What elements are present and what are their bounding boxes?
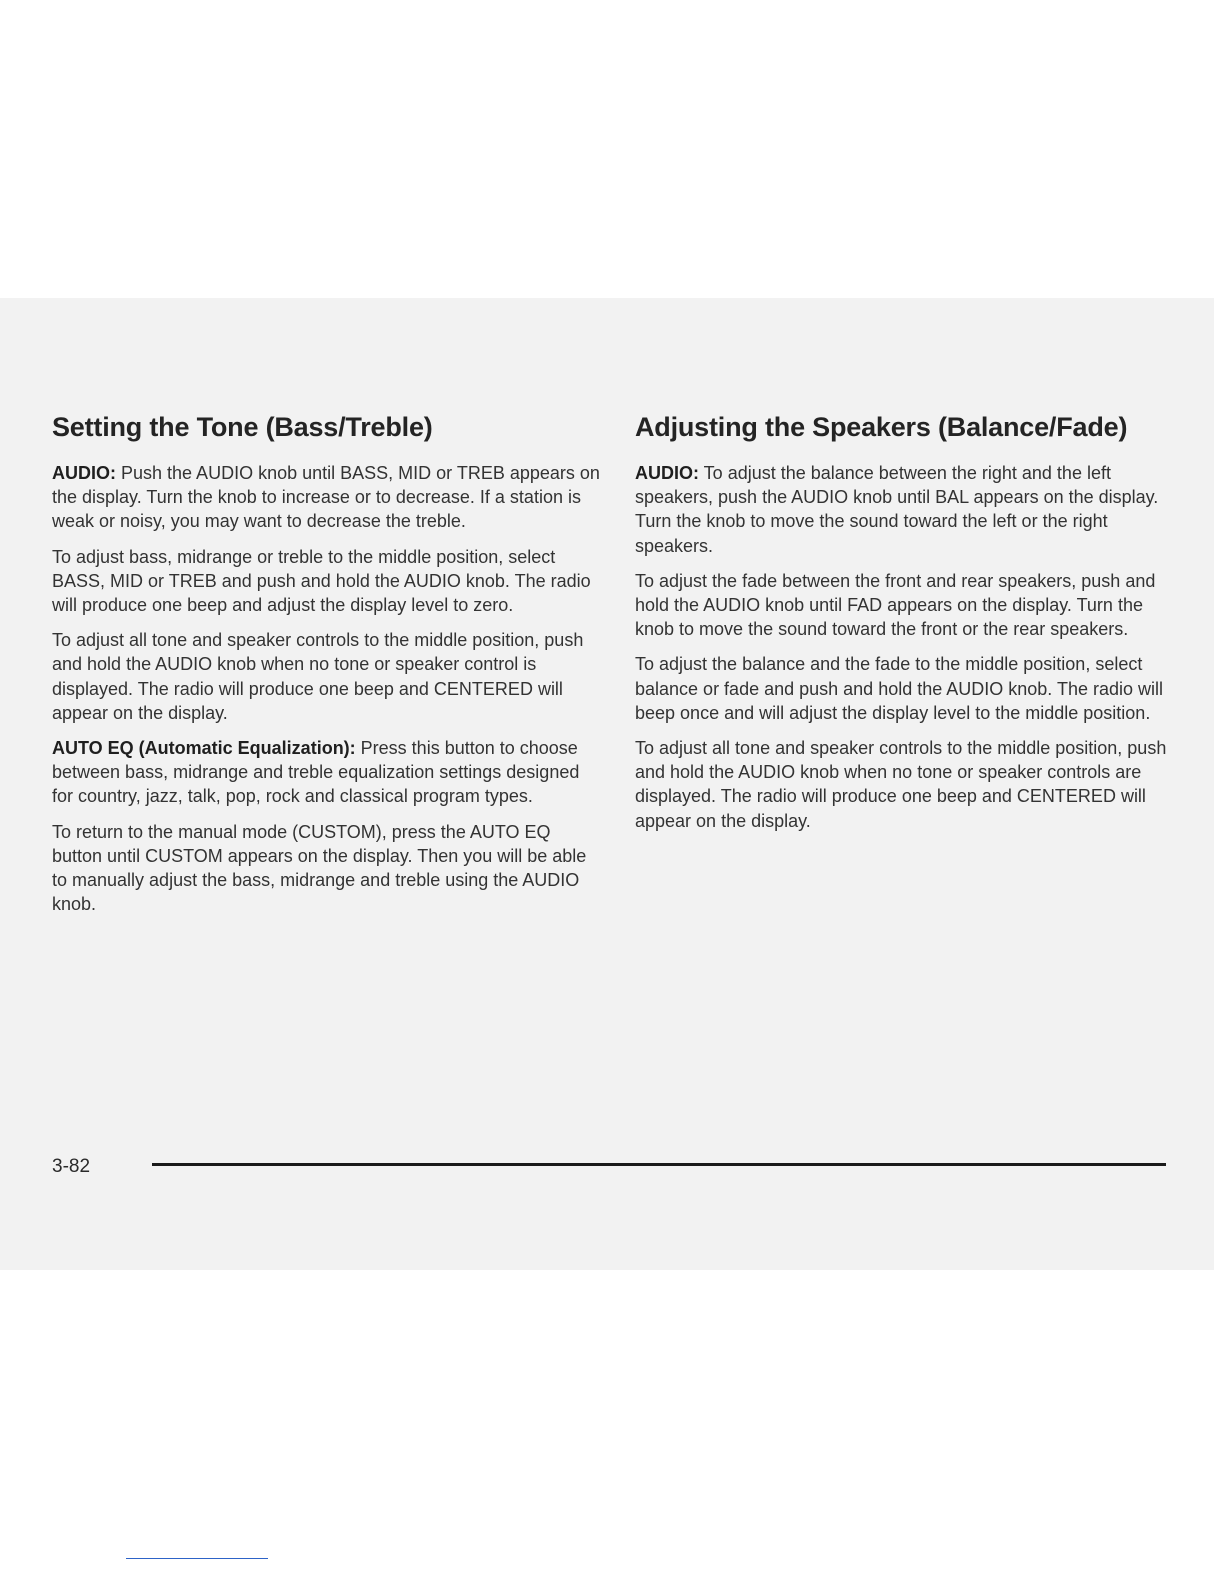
- section-title-speakers: Adjusting the Speakers (Balance/Fade): [635, 412, 1128, 442]
- audio-tone-text: Push the AUDIO knob until BASS, MID or TREB appears on the display. Turn the knob to increase or to decrease. If a station is weak or noisy, you may want to decrease the treble.: [52, 463, 600, 532]
- audio-balance-text: To adjust the balance between the right and the left speakers, push the AUDIO knob until BAL appears on the display. Turn the knob to move the sound toward the left or the right speakers.: [635, 463, 1159, 556]
- section-title-tone: Setting the Tone (Bass/Treble): [52, 412, 433, 442]
- tone-middle-paragraph: To adjust bass, midrange or treble to the middle position, select BASS, MID or TREB and push and hold the AUDIO knob. The radio will produce one beep and adjust the display level to zero.: [52, 546, 591, 616]
- auto-eq-paragraph: [52, 736, 600, 809]
- balance-fade-section: [635, 412, 1180, 844]
- auto-eq-lead-label: AUTO EQ (Automatic Equalization):: [52, 738, 356, 759]
- audio-balance-paragraph: [635, 461, 1180, 558]
- link-underline[interactable]: [126, 1558, 268, 1559]
- audio-tone-paragraph: [52, 461, 600, 534]
- fade-paragraph: To adjust the fade between the front and rear speakers, push and hold the AUDIO knob until FAD appears on the display. Turn the knob to move the sound toward the front or the rear speakers.: [635, 570, 1156, 640]
- audio-lead-label: AUDIO:: [635, 463, 699, 483]
- balance-fade-middle-paragraph: To adjust the balance and the fade to the middle position, select balance or fade and push and hold the AUDIO knob. The radio will beep once and will adjust the display level to the middle position.: [635, 654, 1164, 723]
- audio-lead-label: AUDIO:: [52, 463, 116, 483]
- page-number: 3-82: [52, 1156, 91, 1177]
- bass-treble-section: [52, 412, 600, 927]
- custom-mode-paragraph: To return to the manual mode (CUSTOM), press the AUTO EQ button until CUSTOM appears on the display. Then you will be able to manually adjust the bass, midrange and treble using the AUDIO knob.: [52, 821, 587, 915]
- speaker-controls-center-paragraph: To adjust all tone and speaker controls to the middle position, push and hold the AUDIO knob when no tone or speaker controls are displayed. The radio will produce one beep and CENTERED will appear on the display.: [635, 738, 1167, 831]
- auto-eq-text: Press this button to choose between bass, midrange and treble equalization settings designed for country, jazz, talk, pop, rock and classical program types.: [52, 738, 580, 807]
- all-controls-center-paragraph: To adjust all tone and speaker controls to the middle position, push and hold the AUDIO knob when no tone or speaker control is displayed. The radio will produce one beep and CENTERED will appear on the display.: [52, 630, 584, 723]
- footer-rule: [152, 1163, 1166, 1166]
